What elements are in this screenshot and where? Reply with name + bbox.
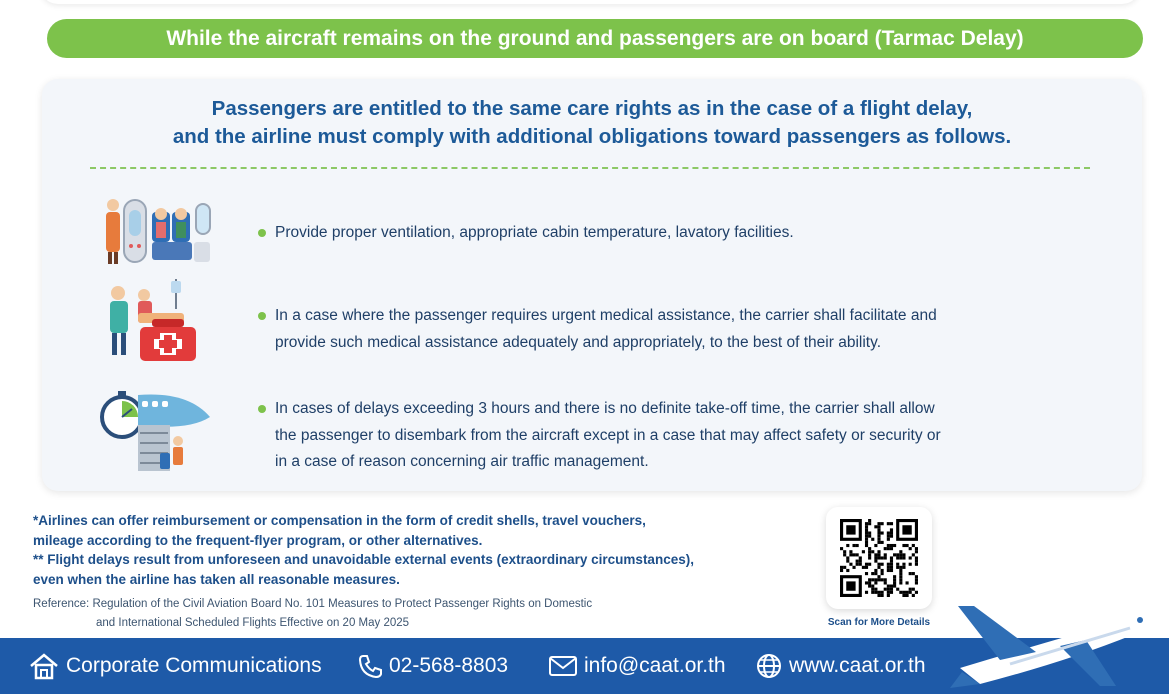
home-icon xyxy=(28,652,60,680)
medical-assistance-icon xyxy=(98,279,218,369)
footnotes xyxy=(33,511,793,589)
disembark-icon xyxy=(98,387,218,477)
footer-org xyxy=(28,638,322,694)
footnote-line: ** Flight delays result from unforeseen and unavoidable external events (extraordinary circumstances), xyxy=(33,552,694,567)
footnote-line: even when the airline has taken all reasonable measures. xyxy=(33,571,400,587)
care-item-text: Provide proper ventilation, appropriate cabin temperature, lavatory facilities. xyxy=(275,224,794,241)
footer-email[interactable] xyxy=(548,638,726,694)
bullet-dot xyxy=(258,312,266,320)
footer-phone[interactable] xyxy=(357,638,508,694)
footnote-line: mileage according to the frequent-flyer program, or other alternatives. xyxy=(33,532,483,548)
org-name: Corporate Communications xyxy=(66,654,322,677)
care-title-line1: Passengers are entitled to the same care rights as in the case of a flight delay, xyxy=(211,97,973,120)
footnote-line: *Airlines can offer reimbursement or compensation in the form of credit shells, travel vouchers, xyxy=(33,513,646,528)
qr-code-icon[interactable] xyxy=(840,519,918,597)
qr-code-card[interactable] xyxy=(826,507,932,609)
globe-icon xyxy=(755,652,783,680)
airplane-icon xyxy=(940,598,1169,694)
mail-icon xyxy=(548,655,578,677)
phone-number[interactable]: 02-568-8803 xyxy=(389,654,509,677)
bullet-dot xyxy=(258,405,266,413)
care-title xyxy=(42,95,1142,151)
care-item-text: In cases of delays exceeding 3 hours and there is no definite take-off time, the carrier shall allow the passenger to disembark from the aircraft except in a case that may affect safety or security or in a case of reason concerning air traffic management. xyxy=(275,400,941,470)
reference-line1: Reference: Regulation of the Civil Aviation Board No. 101 Measures to Protect Passenger Rights on Domestic xyxy=(33,598,593,610)
cabin-comfort-icon xyxy=(98,192,218,282)
banner-title: While the aircraft remains on the ground and passengers are on board (Tarmac Delay) xyxy=(166,26,1024,50)
care-item-text: In a case where the passenger requires urgent medical assistance, the carrier shall facilitate and provide such medical assistance adequately and appropriately, to the best of their ability. xyxy=(275,307,937,351)
care-rights-card xyxy=(42,79,1142,491)
tarmac-delay-banner xyxy=(47,19,1143,58)
phone-icon xyxy=(357,653,383,679)
email-address[interactable]: info@caat.or.th xyxy=(584,654,726,677)
reference-line2: and International Scheduled Flights Effective on 20 May 2025 xyxy=(96,617,410,629)
footer-website[interactable] xyxy=(755,638,926,694)
qr-caption: Scan for More Details xyxy=(827,617,931,628)
reference-note xyxy=(33,595,733,633)
previous-card-edge xyxy=(40,0,1140,4)
dashed-divider xyxy=(90,167,1090,169)
bullet-dot xyxy=(258,229,266,237)
website-url[interactable]: www.caat.or.th xyxy=(789,654,926,677)
care-title-line2: and the airline must comply with additional obligations toward passengers as follows. xyxy=(172,125,1012,148)
